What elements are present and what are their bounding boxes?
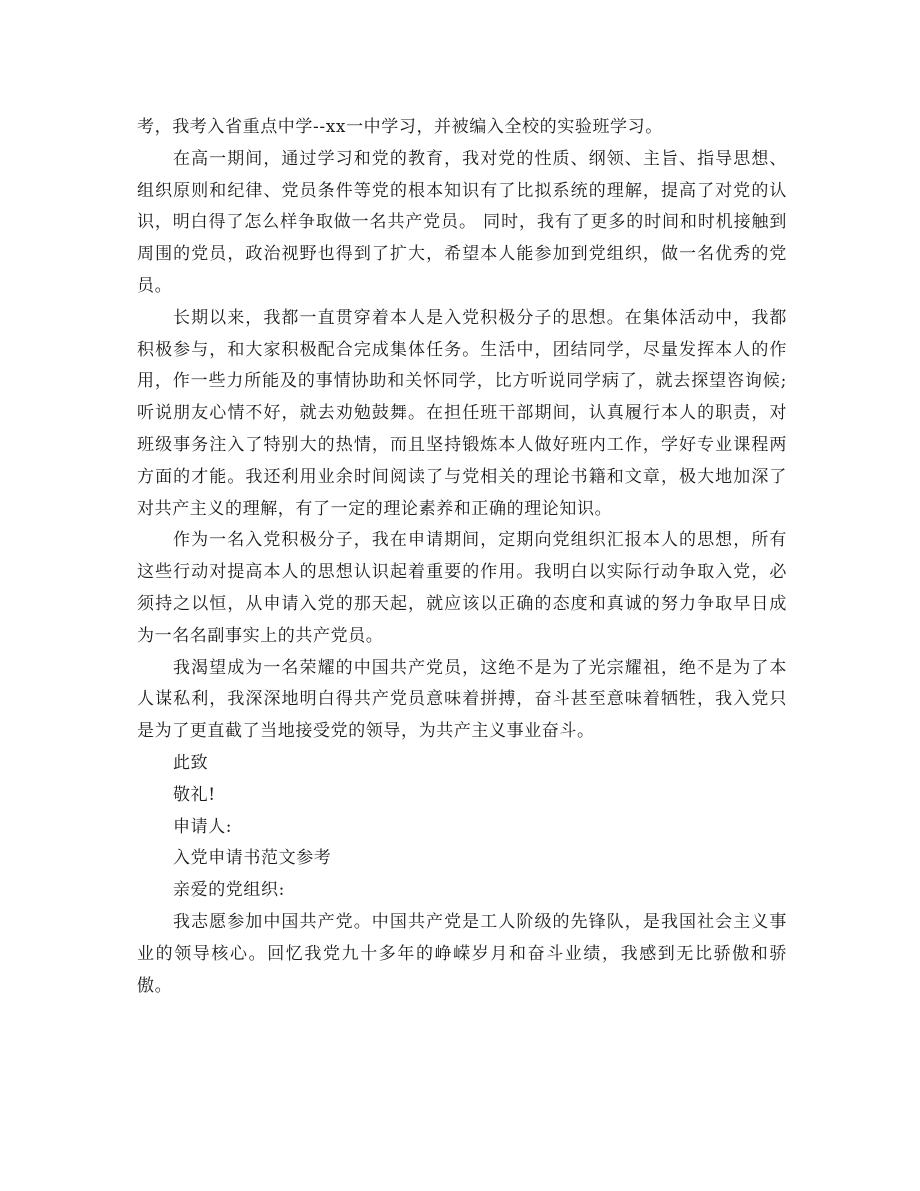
section-title: 入党申请书范文参考 (173, 848, 332, 869)
paragraph-reporting: 作为一名入党积极分子，我在申请期间，定期向党组织汇报本人的思想，所有这些行动对提高本人的思想认识起着重要的作用。我明白以实际行动争取入党，必须持之以恒，从申请入党的那天起，就应该以正确的态度和真诚的努力争取早日成为一名名副事实上的共产党员。 (137, 530, 787, 646)
applicant-label: 申请人: (173, 816, 233, 837)
letter-greeting: 亲爱的党组织: (173, 880, 285, 901)
paragraph-volunteer: 我志愿参加中国共产党。中国共产党是工人阶级的先锋队，是我国社会主义事业的领导核心。回忆我党九十多年的峥嵘岁月和奋斗业绩，我感到无比骄傲和骄傲。 (137, 911, 787, 996)
paragraph-activist-thinking: 长期以来，我都一直贯穿着本人是入党积极分子的思想。在集体活动中，我都积极参与，和大家积极配合完成集体任务。生活中，团结同学，尽量发挥本人的作用，作一些力所能及的事情协助和关怀同学，比方听说同学病了，就去探望咨询候;听说朋友心情不好，就去劝勉鼓舞。在担任班干部期间，认真履行本人的职责，对班级事务注入了特别大的热情，而且坚持锻炼本人做好班内工作，学好专业课程两方面的才能。我还利用业余时间阅读了与党相关的理论书籍和文章，极大地加深了对共产主义的理解，有了一定的理论素养和正确的理论知识。 (137, 307, 787, 519)
paragraph-study-experience: 在高一期间，通过学习和党的教育，我对党的性质、纲领、主旨、指导思想、组织原则和纪律、党员条件等党的根本知识有了比拟系统的理解，提高了对党的认识，明白得了怎么样争取做一名共产党员。 同时，我有了更多的时间和时机接触到周围的党员，政治视野也得到了扩大，希望本人能参加到党组织，做一名优秀的党员。 (137, 148, 787, 296)
paragraph-continuation: 考，我考入省重点中学--xx一中学习，并被编入全校的实验班学习。 (137, 117, 663, 137)
paragraph-motivation: 我渴望成为一名荣耀的中国共产党员，这绝不是为了光宗耀祖，绝不是为了本人谋私利，我深深地明白得共产党员意味着拼搏，奋斗甚至意味着牺牲，我入党只是为了更直截了当地接受党的领导，为共产主义事业奋斗。 (137, 657, 787, 742)
closing-respect: 敬礼! (173, 784, 216, 805)
document-body (137, 112, 787, 1002)
closing-salutation: 此致 (173, 752, 209, 773)
